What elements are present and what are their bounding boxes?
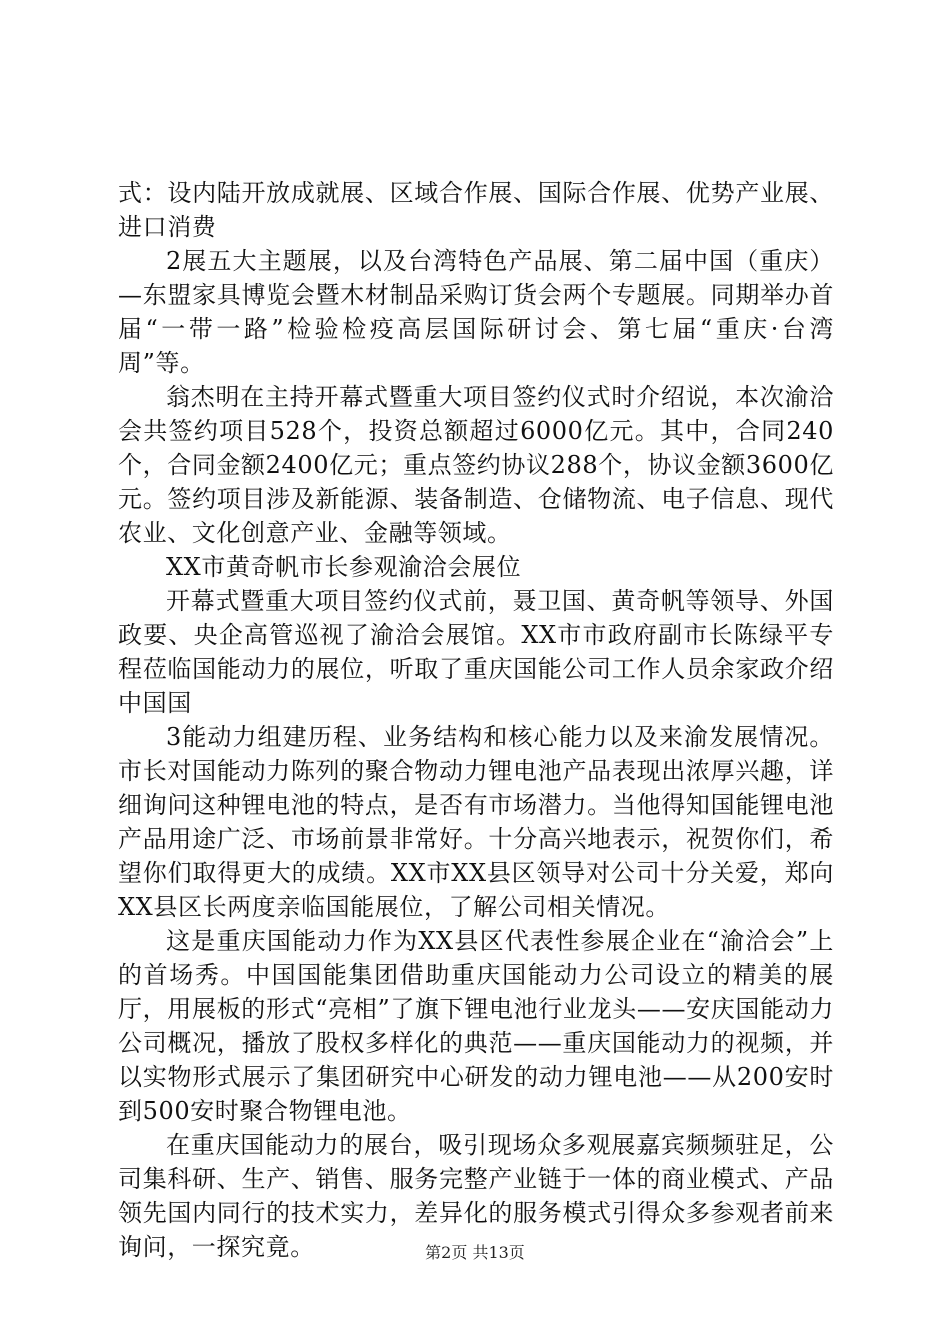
paragraph-booth: 在重庆国能动力的展台，吸引现场众多观展嘉宾频频驻足，公司集科研、生产、销售、服务完整产业链于一体的商业模式、产品领先国内同行的技术实力，差异化的服务模式引得众多参观者前来询问，一探究竟。	[118, 1131, 834, 1261]
document-body	[118, 176, 834, 1264]
page-footer: 第2页 共13页	[425, 1243, 525, 1262]
paragraph-mayor-visit: 3能动力组建历程、业务结构和核心能力以及来渝发展情况。市长对国能动力陈列的聚合物动力锂电池产品表现出浓厚兴趣，详细询问这种锂电池的特点，是否有市场潜力。当他得知国能锂电池产品用途广泛、市场前景非常好。十分高兴地表示，祝贺你们，希望你们取得更大的成绩。XX市XX县区领导对公司十分关爱，郑向XX县区长两度亲临国能展位，了解公司相关情况。	[118, 723, 834, 921]
paragraph-showcase: 这是重庆国能动力作为XX县区代表性参展企业在“渝洽会”上的首场秀。中国国能集团借助重庆国能动力公司设立的精美的展厅，用展板的形式“亮相”了旗下锂电池行业龙头——安庆国能动力公司概况，播放了股权多样化的典范——重庆国能动力的视频，并以实物形式展示了集团研究中心研发的动力锂电池——从200安时到500安时聚合物锂电池。	[118, 927, 834, 1125]
paragraph-exhibitions: 2展五大主题展，以及台湾特色产品展、第二届中国（重庆）—东盟家具博览会暨木材制品采购订货会两个专题展。同期举办首届“一带一路”检验检疫高层国际研讨会、第七届“重庆·台湾周”等。	[118, 247, 834, 377]
paragraph-continuation: 式：设内陆开放成就展、区域合作展、国际合作展、优势产业展、进口消费	[118, 179, 834, 241]
paragraph-signing: 翁杰明在主持开幕式暨重大项目签约仪式时介绍说，本次渝洽会共签约项目528个，投资总额超过6000亿元。其中，合同240个，合同金额2400亿元；重点签约协议288个，协议金额3600亿元。签约项目涉及新能源、装备制造、仓储物流、电子信息、现代农业、文化创意产业、金融等领域。	[118, 383, 834, 547]
paragraph-tour: 开幕式暨重大项目签约仪式前，聂卫国、黄奇帆等领导、外国政要、央企高管巡视了渝洽会展馆。XX市市政府副市长陈绿平专程莅临国能动力的展位，听取了重庆国能公司工作人员余家政介绍中国国	[118, 587, 834, 717]
section-heading: XX市黄奇帆市长参观渝洽会展位	[166, 553, 522, 581]
